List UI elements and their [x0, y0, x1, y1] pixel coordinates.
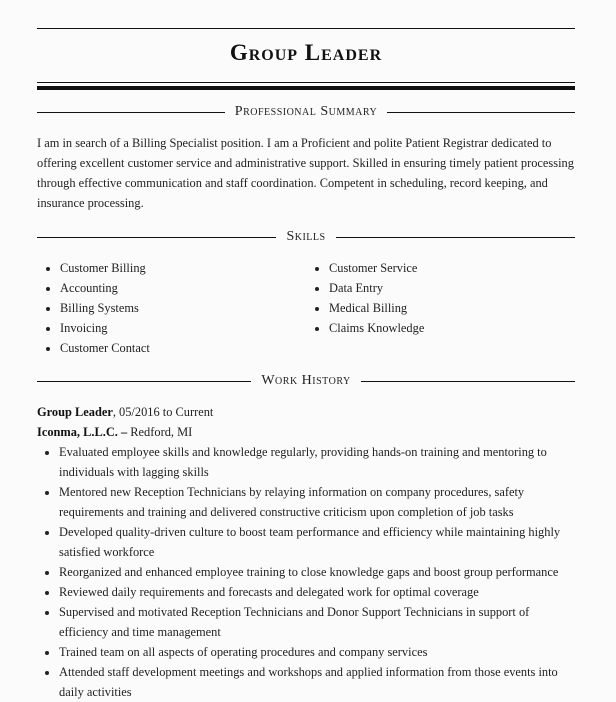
skill-item: • Claims Knowledge [329, 318, 575, 338]
skills-list [37, 258, 575, 358]
job-bullet: • Trained team on all aspects of operating procedures and company services [59, 642, 575, 662]
section-heading-work [37, 373, 575, 389]
divider [37, 237, 276, 238]
skills-column-left [37, 258, 306, 358]
job-bullet: • Reorganized and enhanced employee training to close knowledge gaps and boost group performance [59, 562, 575, 582]
job-bullet: • Developed quality-driven culture to boost team performance and efficiency while maintaining highly satisfied workforce [59, 522, 575, 562]
skill-item: • Accounting [60, 278, 306, 298]
job-company: Iconma, L.L.C. – [37, 425, 128, 439]
job-bullet: • Reviewed daily requirements and forecasts and delegated work for optimal coverage [59, 582, 575, 602]
skill-item: • Customer Service [329, 258, 575, 278]
section-heading-skills [37, 229, 575, 245]
job-header [37, 402, 575, 422]
job-bullet: • Attended staff development meetings and workshops and applied information from those events into daily activities [59, 662, 575, 702]
resume-title: Group Leader [229, 40, 383, 65]
section-label: Work History [261, 373, 351, 388]
divider [361, 381, 575, 382]
job-entry [37, 402, 575, 702]
divider [37, 112, 225, 113]
job-location: Redford, MI [127, 425, 193, 439]
skill-item: • Medical Billing [329, 298, 575, 318]
job-bullet: • Supervised and motivated Reception Technicians and Donor Support Technicians in support of efficiency and time management [59, 602, 575, 642]
skill-item: • Customer Contact [60, 338, 306, 358]
skills-column-right [306, 258, 575, 358]
summary-text: I am in search of a Billing Specialist position. I am a Proficient and polite Patient Registrar dedicated to offering excellent customer service and administrative support. Skilled in ensuring timely patient processing through effective communication and staff coordination. Competent in scheduling, record keeping, and insurance processing. [37, 136, 574, 210]
job-bullets [37, 442, 575, 702]
section-heading-summary [37, 104, 575, 120]
section-label: Skills [286, 229, 326, 244]
title-rule-thin [37, 82, 575, 83]
divider [336, 237, 575, 238]
job-dates: , 05/2016 to Current [112, 405, 214, 419]
skill-item: • Billing Systems [60, 298, 306, 318]
divider [387, 112, 575, 113]
title-rule-thick [37, 86, 575, 90]
skill-item: • Data Entry [329, 278, 575, 298]
divider [37, 381, 251, 382]
section-label: Professional Summary [234, 104, 378, 119]
job-title: Group Leader [37, 405, 113, 419]
job-bullet: • Evaluated employee skills and knowledge regularly, providing hands-on training and mentoring to individuals with lagging skills [59, 442, 575, 482]
job-bullet: • Mentored new Reception Technicians by relaying information on company procedures, safety requirements and training and delivered constructive criticism upon completion of job tasks [59, 482, 575, 522]
skill-item: • Customer Billing [60, 258, 306, 278]
skill-item: • Invoicing [60, 318, 306, 338]
job-company-line [37, 422, 575, 442]
top-rule [37, 28, 575, 29]
